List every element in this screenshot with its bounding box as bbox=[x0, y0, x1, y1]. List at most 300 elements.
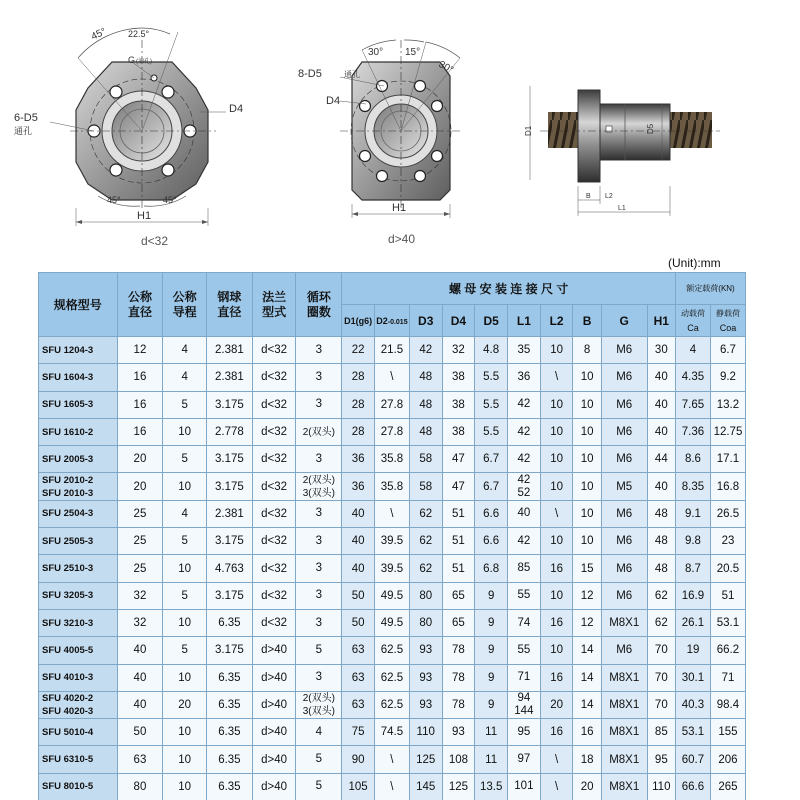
cell-ca: 8.6 bbox=[676, 446, 711, 473]
cell-lead: 5 bbox=[163, 637, 207, 664]
table-row bbox=[39, 500, 746, 527]
table-row bbox=[39, 746, 746, 773]
cell-g: M6 bbox=[601, 391, 647, 418]
cell-d2: 35.8 bbox=[374, 446, 409, 473]
cell-d: 12 bbox=[117, 337, 163, 364]
cell-circ: 4 bbox=[296, 719, 342, 746]
header-d2: D2-0.015 bbox=[374, 305, 409, 337]
model-cell: SFU 1605-3 bbox=[39, 391, 118, 418]
cell-b: 16 bbox=[573, 719, 601, 746]
cell-d: 25 bbox=[117, 500, 163, 527]
table-row bbox=[39, 446, 746, 473]
cell-flange: d>40 bbox=[252, 664, 296, 691]
cell-ball: 3.175 bbox=[206, 582, 252, 609]
cell-h1: 30 bbox=[647, 337, 675, 364]
cell-g: M6 bbox=[601, 500, 647, 527]
cell-d4: 47 bbox=[442, 446, 475, 473]
cell-l2: 16 bbox=[540, 664, 573, 691]
cell-l2: 10 bbox=[540, 473, 573, 500]
cell-d1: 90 bbox=[342, 746, 375, 773]
cell-l2: \ bbox=[540, 746, 573, 773]
cell-d1: 40 bbox=[342, 500, 375, 527]
cell-coa: 6.7 bbox=[710, 337, 745, 364]
cell-d3: 58 bbox=[409, 473, 442, 500]
cell-lead: 5 bbox=[163, 528, 207, 555]
cell-d4: 93 bbox=[442, 719, 475, 746]
cell-d: 20 bbox=[117, 446, 163, 473]
cell-g: M6 bbox=[601, 418, 647, 445]
cell-lead: 10 bbox=[163, 418, 207, 445]
cell-lead: 5 bbox=[163, 391, 207, 418]
cell-ca: 7.36 bbox=[676, 418, 711, 445]
cell-g: M6 bbox=[601, 555, 647, 582]
cell-d5: 4.8 bbox=[475, 337, 508, 364]
cell-h1: 62 bbox=[647, 582, 675, 609]
technical-drawings bbox=[0, 0, 800, 260]
cell-d4: 51 bbox=[442, 528, 475, 555]
cell-coa: 20.5 bbox=[710, 555, 745, 582]
cell-l1: 40 bbox=[508, 500, 541, 527]
cell-lead: 10 bbox=[163, 746, 207, 773]
through-hole-note-left: 通孔 bbox=[14, 126, 33, 136]
cell-l1: 42 bbox=[508, 446, 541, 473]
cell-d2: 27.8 bbox=[374, 391, 409, 418]
cell-flange: d<32 bbox=[252, 609, 296, 636]
table-row bbox=[39, 555, 746, 582]
cell-ball: 2.381 bbox=[206, 364, 252, 391]
cell-h1: 70 bbox=[647, 664, 675, 691]
cell-l2: \ bbox=[540, 500, 573, 527]
model-cell: SFU 2510-3 bbox=[39, 555, 118, 582]
cell-lead: 10 bbox=[163, 609, 207, 636]
cell-circ: 3 bbox=[296, 337, 342, 364]
cell-g: M6 bbox=[601, 364, 647, 391]
cell-l1: 74 bbox=[508, 609, 541, 636]
cell-lead: 10 bbox=[163, 773, 207, 800]
cell-lead: 5 bbox=[163, 446, 207, 473]
cell-g: M8X1 bbox=[601, 664, 647, 691]
cell-d3: 48 bbox=[409, 418, 442, 445]
table-row bbox=[39, 664, 746, 691]
model-cell: SFU 2005-3 bbox=[39, 446, 118, 473]
header-d3: D3 bbox=[409, 305, 442, 337]
cell-d2: \ bbox=[374, 500, 409, 527]
header-model: 规格型号 bbox=[39, 273, 118, 337]
cell-d4: 78 bbox=[442, 637, 475, 664]
cell-d2: 27.8 bbox=[374, 418, 409, 445]
cell-d5: 9 bbox=[475, 582, 508, 609]
cell-d3: 62 bbox=[409, 528, 442, 555]
cell-b: 14 bbox=[573, 691, 601, 718]
cell-d1: 50 bbox=[342, 609, 375, 636]
cell-l1: 55 bbox=[508, 637, 541, 664]
cell-d3: 93 bbox=[409, 691, 442, 718]
cell-flange: d>40 bbox=[252, 773, 296, 800]
cell-circ: 5 bbox=[296, 746, 342, 773]
cell-d1: 36 bbox=[342, 473, 375, 500]
cell-d3: 80 bbox=[409, 609, 442, 636]
cell-d3: 145 bbox=[409, 773, 442, 800]
cell-d2: \ bbox=[374, 773, 409, 800]
oil-hole-g-label: G bbox=[128, 55, 136, 65]
header-l2: L2 bbox=[540, 305, 573, 337]
cell-d: 32 bbox=[117, 582, 163, 609]
cell-h1: 70 bbox=[647, 637, 675, 664]
cell-d2: 62.5 bbox=[374, 664, 409, 691]
cell-d5: 9 bbox=[475, 609, 508, 636]
cell-d5: 6.6 bbox=[475, 500, 508, 527]
cell-l1: 97 bbox=[508, 746, 541, 773]
cell-ca: 8.7 bbox=[676, 555, 711, 582]
cell-d4: 108 bbox=[442, 746, 475, 773]
cell-l1: 42 bbox=[508, 528, 541, 555]
model-cell: SFU 6310-5 bbox=[39, 746, 118, 773]
model-cell: SFU 1610-2 bbox=[39, 418, 118, 445]
cell-lead: 20 bbox=[163, 691, 207, 718]
cell-circ: 3 bbox=[296, 528, 342, 555]
angle-45-bottom-left-label: 45° bbox=[107, 195, 121, 205]
cell-l2: 16 bbox=[540, 609, 573, 636]
cell-ball: 3.175 bbox=[206, 446, 252, 473]
cell-d2: 74.5 bbox=[374, 719, 409, 746]
cell-d1: 63 bbox=[342, 664, 375, 691]
angle-15-label: 15° bbox=[405, 47, 421, 58]
cell-g: M6 bbox=[601, 337, 647, 364]
cell-ball: 3.175 bbox=[206, 528, 252, 555]
cell-coa: 12.75 bbox=[710, 418, 745, 445]
cell-l1: 42 52 bbox=[508, 473, 541, 500]
cell-flange: d<32 bbox=[252, 582, 296, 609]
cell-b: 10 bbox=[573, 391, 601, 418]
cell-h1: 44 bbox=[647, 446, 675, 473]
cell-flange: d<32 bbox=[252, 364, 296, 391]
cell-lead: 10 bbox=[163, 555, 207, 582]
cell-l2: 10 bbox=[540, 582, 573, 609]
header-nominal-diameter: 公称 直径 bbox=[117, 273, 163, 337]
cell-h1: 48 bbox=[647, 555, 675, 582]
cell-d4: 51 bbox=[442, 500, 475, 527]
cell-circ: 3 bbox=[296, 391, 342, 418]
header-d5: D5 bbox=[475, 305, 508, 337]
cell-l1: 36 bbox=[508, 364, 541, 391]
cell-l2: 10 bbox=[540, 337, 573, 364]
cell-d5: 6.7 bbox=[475, 446, 508, 473]
cell-ball: 6.35 bbox=[206, 691, 252, 718]
cell-d5: 5.5 bbox=[475, 391, 508, 418]
cell-lead: 10 bbox=[163, 719, 207, 746]
cell-h1: 85 bbox=[647, 719, 675, 746]
header-static-load: 静载荷 Coa bbox=[710, 305, 745, 337]
cell-b: 20 bbox=[573, 773, 601, 800]
cell-d3: 125 bbox=[409, 746, 442, 773]
table-row bbox=[39, 691, 746, 718]
cell-h1: 48 bbox=[647, 528, 675, 555]
front-view-large-flange bbox=[298, 40, 462, 246]
cell-ca: 4 bbox=[676, 337, 711, 364]
cell-l2: 20 bbox=[540, 691, 573, 718]
cell-circ: 3 bbox=[296, 582, 342, 609]
cell-l1: 71 bbox=[508, 664, 541, 691]
cell-d5: 5.5 bbox=[475, 418, 508, 445]
cell-d: 32 bbox=[117, 609, 163, 636]
cell-flange: d>40 bbox=[252, 691, 296, 718]
cell-flange: d<32 bbox=[252, 337, 296, 364]
cell-ball: 3.175 bbox=[206, 637, 252, 664]
table-row bbox=[39, 337, 746, 364]
cell-d3: 80 bbox=[409, 582, 442, 609]
cell-flange: d<32 bbox=[252, 555, 296, 582]
cell-b: 12 bbox=[573, 582, 601, 609]
l2-side-label: L2 bbox=[605, 193, 613, 200]
cell-d4: 38 bbox=[442, 391, 475, 418]
cell-ball: 6.35 bbox=[206, 746, 252, 773]
cell-circ: 3 bbox=[296, 609, 342, 636]
cell-b: 10 bbox=[573, 446, 601, 473]
cell-d2: 21.5 bbox=[374, 337, 409, 364]
cell-d4: 38 bbox=[442, 418, 475, 445]
cell-circ: 3 bbox=[296, 664, 342, 691]
table-row bbox=[39, 773, 746, 800]
cell-ca: 7.65 bbox=[676, 391, 711, 418]
cell-d: 20 bbox=[117, 473, 163, 500]
cell-d2: \ bbox=[374, 364, 409, 391]
cell-coa: 13.2 bbox=[710, 391, 745, 418]
header-b: B bbox=[573, 305, 601, 337]
cell-d3: 48 bbox=[409, 391, 442, 418]
d5-side-label: D5 bbox=[646, 123, 655, 134]
cell-circ: 5 bbox=[296, 637, 342, 664]
table-row bbox=[39, 391, 746, 418]
cell-circ: 3 bbox=[296, 446, 342, 473]
cell-d5: 9 bbox=[475, 691, 508, 718]
cell-circ: 5 bbox=[296, 773, 342, 800]
cell-d1: 28 bbox=[342, 364, 375, 391]
d1-side-label: D1 bbox=[524, 125, 533, 136]
cell-d: 63 bbox=[117, 746, 163, 773]
table-row bbox=[39, 582, 746, 609]
cell-d2: 39.5 bbox=[374, 555, 409, 582]
cell-d: 16 bbox=[117, 364, 163, 391]
cell-d3: 48 bbox=[409, 364, 442, 391]
angle-30-right-label: 30° bbox=[436, 59, 456, 77]
cell-h1: 40 bbox=[647, 418, 675, 445]
front-view-small-flange bbox=[14, 26, 243, 248]
cell-flange: d<32 bbox=[252, 500, 296, 527]
cell-ca: 9.1 bbox=[676, 500, 711, 527]
table-row bbox=[39, 637, 746, 664]
cell-ball: 6.35 bbox=[206, 609, 252, 636]
cell-coa: 51 bbox=[710, 582, 745, 609]
cell-d: 25 bbox=[117, 555, 163, 582]
cell-l2: \ bbox=[540, 773, 573, 800]
cell-d3: 62 bbox=[409, 555, 442, 582]
cell-d1: 50 bbox=[342, 582, 375, 609]
model-cell: SFU 3210-3 bbox=[39, 609, 118, 636]
cell-d2: 49.5 bbox=[374, 582, 409, 609]
cell-circ: 3 bbox=[296, 364, 342, 391]
cell-coa: 9.2 bbox=[710, 364, 745, 391]
table-row bbox=[39, 528, 746, 555]
model-cell: SFU 4010-3 bbox=[39, 664, 118, 691]
angle-30-left-label: 30° bbox=[368, 47, 384, 58]
header-lead: 公称 导程 bbox=[163, 273, 207, 337]
cell-l2: 10 bbox=[540, 446, 573, 473]
cell-d: 80 bbox=[117, 773, 163, 800]
model-cell: SFU 2504-3 bbox=[39, 500, 118, 527]
cell-lead: 4 bbox=[163, 337, 207, 364]
cell-ca: 19 bbox=[676, 637, 711, 664]
cell-l1: 85 bbox=[508, 555, 541, 582]
cell-ball: 4.763 bbox=[206, 555, 252, 582]
cell-d: 40 bbox=[117, 691, 163, 718]
cell-coa: 66.2 bbox=[710, 637, 745, 664]
cell-ca: 60.7 bbox=[676, 746, 711, 773]
cell-g: M5 bbox=[601, 473, 647, 500]
model-cell: SFU 8010-5 bbox=[39, 773, 118, 800]
cell-d5: 9 bbox=[475, 664, 508, 691]
cell-g: M8X1 bbox=[601, 773, 647, 800]
table-row bbox=[39, 719, 746, 746]
cell-d3: 58 bbox=[409, 446, 442, 473]
cell-ball: 6.35 bbox=[206, 664, 252, 691]
l1-side-label: L1 bbox=[618, 205, 626, 212]
cell-d: 25 bbox=[117, 528, 163, 555]
cell-d1: 28 bbox=[342, 391, 375, 418]
cell-coa: 53.1 bbox=[710, 609, 745, 636]
cell-flange: d>40 bbox=[252, 746, 296, 773]
cell-d4: 51 bbox=[442, 555, 475, 582]
cell-l1: 55 bbox=[508, 582, 541, 609]
cell-ball: 6.35 bbox=[206, 719, 252, 746]
caption-d-greater-40: d>40 bbox=[388, 232, 416, 246]
cell-d1: 28 bbox=[342, 418, 375, 445]
cell-ca: 66.6 bbox=[676, 773, 711, 800]
cell-h1: 40 bbox=[647, 364, 675, 391]
cell-coa: 17.1 bbox=[710, 446, 745, 473]
header-ball-diameter: 钢球 直径 bbox=[206, 273, 252, 337]
header-circuits: 循环 圈数 bbox=[296, 273, 342, 337]
model-cell: SFU 1204-3 bbox=[39, 337, 118, 364]
cell-circ: 3 bbox=[296, 555, 342, 582]
cell-flange: d<32 bbox=[252, 473, 296, 500]
cell-g: M6 bbox=[601, 528, 647, 555]
header-dynamic-load: 动载荷 Ca bbox=[676, 305, 711, 337]
cell-d3: 93 bbox=[409, 637, 442, 664]
cell-d1: 75 bbox=[342, 719, 375, 746]
cell-flange: d<32 bbox=[252, 418, 296, 445]
angle-45-bottom-right-label: 45° bbox=[163, 195, 177, 205]
cell-lead: 10 bbox=[163, 473, 207, 500]
cell-d4: 32 bbox=[442, 337, 475, 364]
d4-middle-label: D4 bbox=[326, 95, 341, 107]
header-h1: H1 bbox=[647, 305, 675, 337]
cell-l1: 95 bbox=[508, 719, 541, 746]
cell-l2: 10 bbox=[540, 528, 573, 555]
cell-d: 16 bbox=[117, 418, 163, 445]
cell-g: M8X1 bbox=[601, 719, 647, 746]
cell-l2: 10 bbox=[540, 391, 573, 418]
cell-coa: 71 bbox=[710, 664, 745, 691]
cell-d1: 63 bbox=[342, 637, 375, 664]
caption-d-less-32: d<32 bbox=[141, 234, 169, 248]
table-row bbox=[39, 418, 746, 445]
h1-left-label: H1 bbox=[137, 210, 152, 222]
through-hole-note-middle: 通孔 bbox=[344, 70, 360, 79]
cell-flange: d<32 bbox=[252, 446, 296, 473]
cell-l1: 35 bbox=[508, 337, 541, 364]
cell-l2: 16 bbox=[540, 555, 573, 582]
cell-d1: 40 bbox=[342, 555, 375, 582]
cell-flange: d<32 bbox=[252, 528, 296, 555]
cell-b: 10 bbox=[573, 418, 601, 445]
cell-d2: \ bbox=[374, 746, 409, 773]
cell-h1: 110 bbox=[647, 773, 675, 800]
cell-coa: 265 bbox=[710, 773, 745, 800]
cell-ball: 2.381 bbox=[206, 500, 252, 527]
cell-lead: 4 bbox=[163, 364, 207, 391]
cell-ca: 8.35 bbox=[676, 473, 711, 500]
cell-b: 10 bbox=[573, 473, 601, 500]
cell-g: M6 bbox=[601, 446, 647, 473]
model-cell: SFU 5010-4 bbox=[39, 719, 118, 746]
cell-b: 12 bbox=[573, 609, 601, 636]
cell-b: 10 bbox=[573, 364, 601, 391]
cell-b: 10 bbox=[573, 500, 601, 527]
cell-d3: 62 bbox=[409, 500, 442, 527]
cell-coa: 16.8 bbox=[710, 473, 745, 500]
cell-d4: 78 bbox=[442, 664, 475, 691]
header-d4: D4 bbox=[442, 305, 475, 337]
cell-d4: 47 bbox=[442, 473, 475, 500]
cell-coa: 23 bbox=[710, 528, 745, 555]
cell-l1: 42 bbox=[508, 391, 541, 418]
angle-22-5-label: 22.5° bbox=[128, 29, 150, 39]
cell-ca: 40.3 bbox=[676, 691, 711, 718]
cell-d5: 5.5 bbox=[475, 364, 508, 391]
cell-lead: 5 bbox=[163, 582, 207, 609]
cell-h1: 70 bbox=[647, 691, 675, 718]
cell-d4: 65 bbox=[442, 582, 475, 609]
cell-h1: 40 bbox=[647, 391, 675, 418]
cell-circ: 2(双头) 3(双头) bbox=[296, 473, 342, 500]
unit-label: (Unit):mm bbox=[668, 256, 721, 270]
header-d1: D1(g6) bbox=[342, 305, 375, 337]
cell-g: M8X1 bbox=[601, 691, 647, 718]
cell-d1: 105 bbox=[342, 773, 375, 800]
cell-l1: 42 bbox=[508, 418, 541, 445]
cell-b: 15 bbox=[573, 555, 601, 582]
table-row bbox=[39, 473, 746, 500]
cell-b: 8 bbox=[573, 337, 601, 364]
header-rated-load: 额定载荷(KN) bbox=[676, 273, 746, 305]
cell-ca: 26.1 bbox=[676, 609, 711, 636]
cell-d4: 38 bbox=[442, 364, 475, 391]
cell-circ: 3 bbox=[296, 500, 342, 527]
cell-d3: 110 bbox=[409, 719, 442, 746]
cell-d4: 125 bbox=[442, 773, 475, 800]
cell-lead: 4 bbox=[163, 500, 207, 527]
cell-b: 18 bbox=[573, 746, 601, 773]
angle-45-top-label: 45° bbox=[89, 26, 108, 43]
cell-d2: 62.5 bbox=[374, 637, 409, 664]
model-cell: SFU 4020-2 SFU 4020-3 bbox=[39, 691, 118, 718]
cell-g: M6 bbox=[601, 637, 647, 664]
cell-g: M8X1 bbox=[601, 746, 647, 773]
h1-middle-label: H1 bbox=[392, 202, 407, 214]
model-cell: SFU 3205-3 bbox=[39, 582, 118, 609]
cell-coa: 98.4 bbox=[710, 691, 745, 718]
cell-h1: 95 bbox=[647, 746, 675, 773]
